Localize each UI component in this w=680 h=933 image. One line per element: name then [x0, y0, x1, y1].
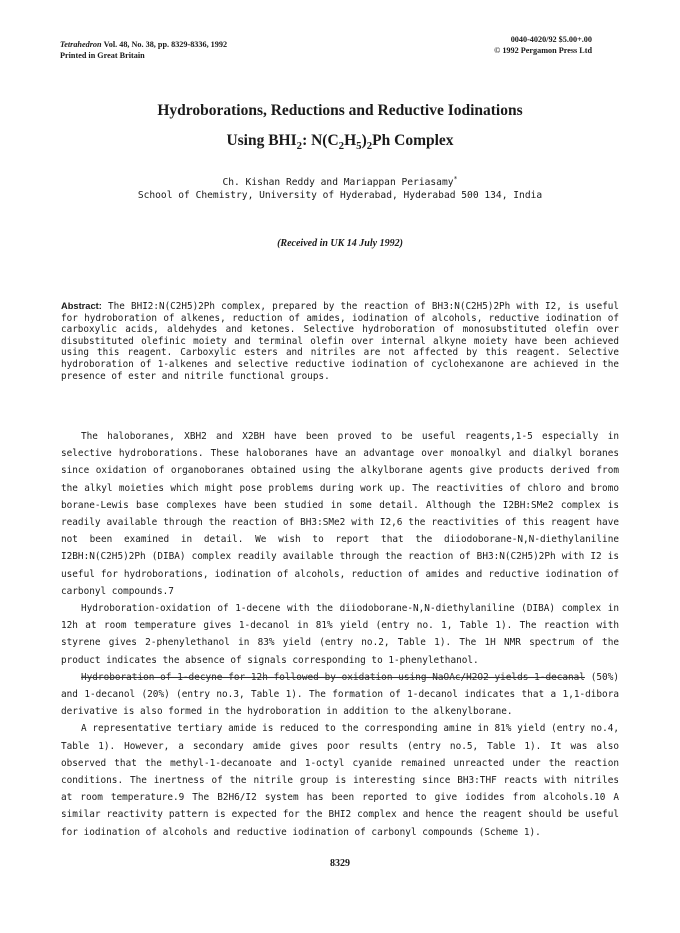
journal-name: Tetrahedron — [60, 40, 102, 49]
affiliation: School of Chemistry, University of Hyderabad, Hyderabad 500 134, India — [137, 190, 543, 201]
title-text: Using BHI — [226, 132, 297, 149]
article-code: 0040-4020/92 $5.00+.00 — [510, 35, 592, 44]
title-sub: 2 — [338, 140, 345, 153]
paragraph: Hydroboration-oxidation of 1-decene with the diiodoborane-N,N-diethylaniline (DIBA) complex in 12h at room temperature gives 1-decanol in 81% yield (entry no. 1, Table 1). The reaction with styrene gives 2-phenylethanol in 83% yield (entry no.2, Table 1). The 1H NMR spectrum of the product indicates the absence of signals corresponding to 1-phenylethanol. — [61, 603, 619, 666]
author-block — [0, 176, 680, 202]
paragraph-text: (50%) and 1-decanol (20%) (entry no.3, Table 1). The formation of 1-decanol indicates that a 1,1-dibora derivative is also formed in the hydroboration in addition to the alkenylborane. — [61, 671, 619, 718]
page-number: 8329 — [330, 858, 350, 869]
corresponding-star: * — [453, 174, 458, 183]
abstract-text: The BHI2:N(C2H5)2Ph complex, prepared by the reaction of BH3:N(C2H5)2Ph with I2, is useful for hydroboration of alkenes, reduction of amides, iodination of alcohols, reductive iodination of carboxylic acids, aldehydes and ketones. Selective hydroboration of monosubstituted olefin over disubstituted olefinic moiety and terminal olefin over internal alkyne moiety have been achieved using this reagent. Carboxylic esters and nitriles are not affected by this reagent. Selective hydroboration of 1-alkenes and selective reductive iodination of cyclohexanone are achieved in the presence of ester and nitrile functional groups. — [61, 301, 619, 382]
title-line-1: Hydroborations, Reductions and Reductive Iodinations — [157, 102, 523, 119]
title-text: H — [344, 132, 357, 149]
title-text: : N(C — [302, 132, 339, 149]
title-line-2 — [0, 126, 680, 156]
title-text: Ph Complex — [372, 132, 454, 149]
title-sub: 5 — [356, 140, 362, 153]
struck-text: Hydroboration of 1-decyne for 12h followed by oxidation using NaOAc/H2O2 yields 1-decanal — [81, 671, 585, 683]
title-text: ) — [361, 132, 367, 149]
printed-location: Printed in Great Britain — [60, 51, 145, 60]
abstract-label: Abstract: — [61, 301, 102, 311]
paper-title — [0, 96, 680, 156]
copyright: © 1992 Pergamon Press Ltd — [494, 46, 592, 55]
title-sub: 2 — [296, 140, 303, 153]
volume-info: Vol. 48, No. 38, pp. 8329-8336, 1992 — [103, 40, 228, 49]
abstract — [61, 301, 619, 382]
publisher-header — [494, 34, 592, 56]
journal-header — [60, 39, 227, 61]
author-names: Ch. Kishan Reddy and Mariappan Periasamy — [222, 177, 454, 188]
paragraph: A representative tertiary amide is reduced to the corresponding amine in 81% yield (entry no.4, Table 1). However, a secondary amide gives poor results (entry no.5, Table 1). It was also observed that the methyl-1-decanoate and 1-octyl cyanide remained unreacted under the reaction conditions. The inertness of the nitrile group is interesting since BH3:THF reacts with nitriles at room temperature.9 The B2H6/I2 system has been reported to give iodides from alcohols.10 A similar reactivity pattern is expected for the BHI2 complex and hence the reagent should be useful for iodination of alcohols and reductive iodination of carbonyl compounds (Scheme 1). — [61, 723, 619, 838]
paragraph: The haloboranes, XBH2 and X2BH have been proved to be useful reagents,1-5 especially in selective hydroborations. These haloboranes have an advantage over monoalkyl and dialkyl boranes since oxidation of organoboranes obtained using the alkylborane agents give products derived from the alkyl moieties which might pose problems during work up. The reactivities of chloro and bromo borane-Lewis base complexes have been studied in some detail. Although the I2BH:SMe2 complex is readily available through the reaction of BH3:SMe2 with I2,6 the reactivities of this reagent have not been examined in detail. We wish to report that the diiodoborane-N,N-diethylaniline I2BH:N(C2H5)2Ph (DIBA) complex readily available through the reaction of BH3:N(C2H5)2Ph with I2 is useful for hydroborations, iodination of alcohols, reduction of amides and reductive iodination of carbonyl compounds.7 — [61, 431, 619, 597]
body-text — [61, 428, 619, 841]
title-sub: 2 — [366, 140, 373, 153]
received-date: (Received in UK 14 July 1992) — [277, 238, 403, 249]
paragraph — [61, 669, 619, 721]
